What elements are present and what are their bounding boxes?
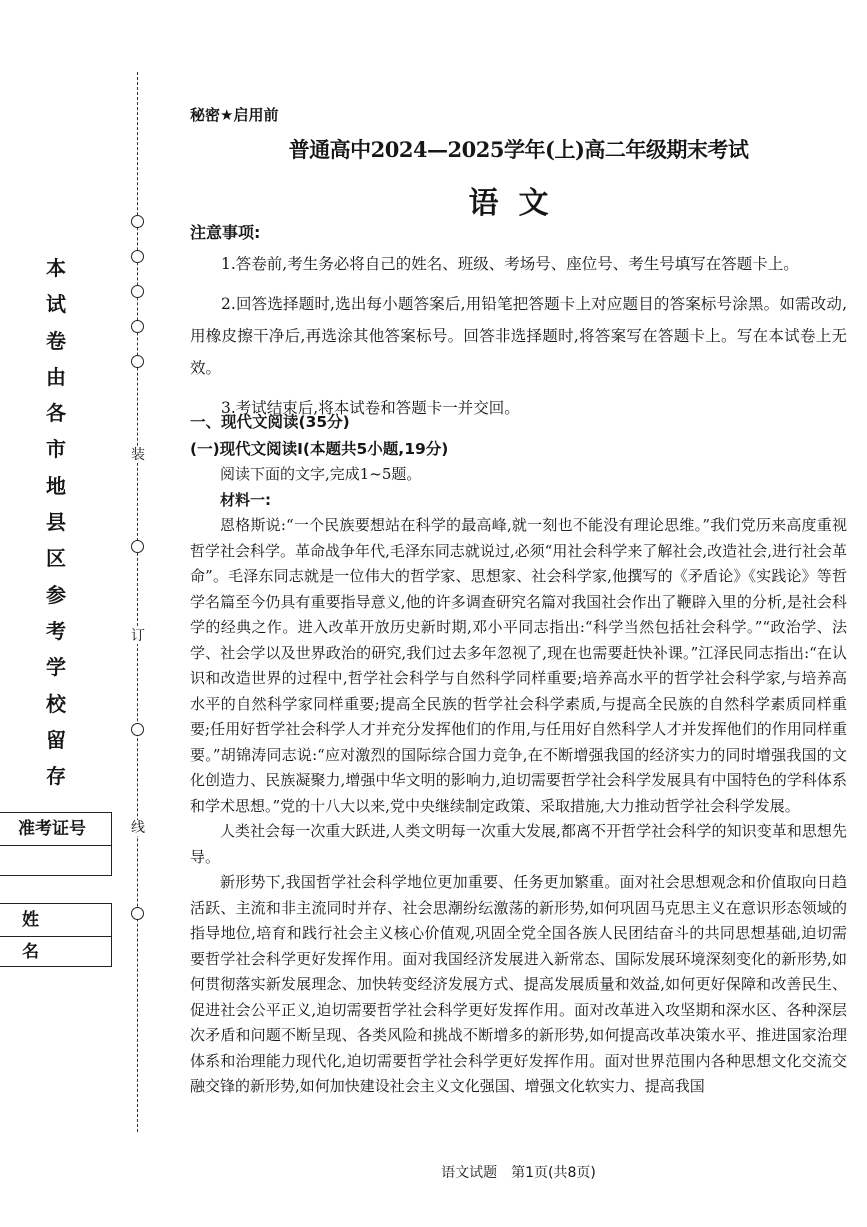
- binding-hole-icon: [131, 723, 144, 736]
- archive-note-char: 学: [46, 655, 66, 680]
- binding-hole-icon: [131, 285, 144, 298]
- binding-mark-zhuang: 装: [131, 447, 145, 463]
- passage-paragraph: 新形势下,我国哲学社会科学地位更加重要、任务更加繁重。面对社会思想观念和价值取向日趋活跃、主流和非主流同时并存、社会思潮纷纭激荡的新形势,如何巩固马克思主义在意识形态领域的指导地位,培育和践行社会主义核心价值观,巩固全党全国各族人民团结奋斗的共同思想基础,迫切需要哲学社会科学更好发挥作用。面对我国经济发展进入新常态、国际发展环境深刻变化的新形势,如何贯彻落实新发展理念、加快转变经济发展方式、提高发展质量和效益,如何更好保障和改善民生、促进社会公平正义,迫切需要哲学社会科学更好发挥作用。面对改革进入攻坚期和深水区、各种深层次矛盾和问题不断呈现、各类风险和挑战不断增多的新形势,如何提高改革决策水平、推进国家治理体系和治理能力现代化,迫切需要哲学社会科学更好发挥作用。面对世界范围内各种思想文化交流交融交锋的新形势,如何加快建设社会主义文化强国、增强文化软实力、提高我国: [190, 873, 847, 1095]
- confidential-mark: 秘密★启用前: [190, 106, 279, 124]
- archive-note-char: 校: [46, 691, 66, 716]
- archive-note-char: 参: [46, 582, 66, 607]
- exam-number-label: 准考证号: [0, 813, 111, 846]
- notice-item: 2.回答选择题时,选出每小题答案后,用铅笔把答题卡上对应题目的答案标号涂黑。如需改动,用橡皮擦干净后,再选涂其他答案标号。回答非选择题时,将答案写在答题卡上。写在本试卷上无效。: [190, 295, 847, 377]
- archive-note-char: 存: [46, 764, 66, 789]
- binding-mark-xian: 线: [131, 820, 145, 836]
- archive-note-char: 留: [46, 727, 66, 752]
- instruction-text: 阅读下面的文字,完成1~5题。: [220, 465, 422, 483]
- passage-paragraph: 人类社会每一次重大跃进,人类文明每一次重大发展,都离不开哲学社会科学的知识变革和思想先导。: [190, 822, 847, 866]
- notice-title: 注意事项:: [190, 223, 261, 242]
- exam-number-box: [0, 812, 112, 876]
- name-label: 姓名: [0, 904, 111, 937]
- archive-note-char: 本: [46, 256, 66, 280]
- passage-paragraph: 恩格斯说:“一个民族要想站在科学的最高峰,就一刻也不能没有理论思维。”我们党历来高度重视哲学社会科学。革命战争年代,毛泽东同志就说过,必须“用社会科学来了解社会,改造社会,进行社会革命”。毛泽东同志就是一位伟大的哲学家、思想家、社会科学家,他撰写的《矛盾论》《实践论》等哲学名篇至今仍具有重要指导意义,他的许多调查研究名篇对我国社会作出了鞭辟入里的分析,是社会科学的经典之作。进入改革开放历史新时期,邓小平同志指出:“科学当然包括社会科学。”“政治学、法学、社会学以及世界政治的研究,我们过去多年忽视了,现在也需要赶快补课。”江泽民同志指出:“在认识和改造世界的过程中,哲学社会科学与自然科学同样重要;培养高水平的哲学社会科学家,与培养高水平的自然科学家同样重要;提高全民族的哲学社会科学素质,与提高全民族的自然科学素质同样重要;任用好哲学社会科学人才并充分发挥他们的作用,与任用好自然科学人才并发挥他们的作用同样重要。”胡锦涛同志说:“应对激烈的国际综合国力竞争,在不断增强我国的经济实力的同时增强我国的文化创造力、民族凝聚力,增强中华文明的影响力,迫切需要哲学社会科学发展具有中国特色的学科体系和学术思想。”党的十八大以来,党中央继续制定政策、采取措施,大力推动哲学社会科学发展。: [190, 516, 847, 815]
- archive-note-char: 县: [46, 510, 66, 535]
- archive-note-char: 市: [46, 437, 66, 462]
- page-footer: [190, 1162, 847, 1182]
- exam-number-field[interactable]: [0, 846, 111, 875]
- binding-hole-icon: [131, 250, 144, 263]
- footer-page-number: 第1页(共8页): [511, 1165, 596, 1181]
- notice-item: 1.答卷前,考生务必将自己的姓名、班级、考场号、座位号、考生号填写在答题卡上。: [221, 255, 799, 273]
- subsection-title: (一)现代文阅读Ⅰ(本题共5小题,19分): [190, 440, 449, 458]
- name-box: [0, 903, 112, 967]
- archive-note-char: 卷: [46, 328, 66, 353]
- footer-subject: 语文试题: [441, 1165, 498, 1181]
- exam-title: 普通高中2024—2025学年(上)高二年级期末考试: [288, 137, 749, 162]
- notice-item: 3.考试结束后,将本试卷和答题卡一并交回。: [221, 399, 520, 417]
- binding-hole-icon: [131, 215, 144, 228]
- binding-dashed-line: [137, 72, 138, 1132]
- binding-hole-icon: [131, 540, 144, 553]
- archive-note-char: 地: [46, 473, 66, 498]
- section-title: 一、现代文阅读(35分): [190, 413, 350, 431]
- subject-title: 语文: [468, 186, 569, 221]
- archive-note-char: 由: [46, 364, 66, 389]
- archive-note-char: 各: [46, 401, 66, 426]
- archive-note: [36, 250, 76, 794]
- reading-passage: [190, 462, 847, 1100]
- archive-note-char: 区: [46, 546, 66, 571]
- binding-mark-ding: 订: [131, 628, 145, 644]
- binding-hole-icon: [131, 907, 144, 920]
- archive-note-char: 试: [46, 292, 66, 317]
- material-label: 材料一:: [220, 490, 271, 509]
- binding-hole-icon: [131, 355, 144, 368]
- archive-note-char: 考: [46, 618, 66, 643]
- binding-hole-icon: [131, 320, 144, 333]
- notice-list: [190, 248, 847, 432]
